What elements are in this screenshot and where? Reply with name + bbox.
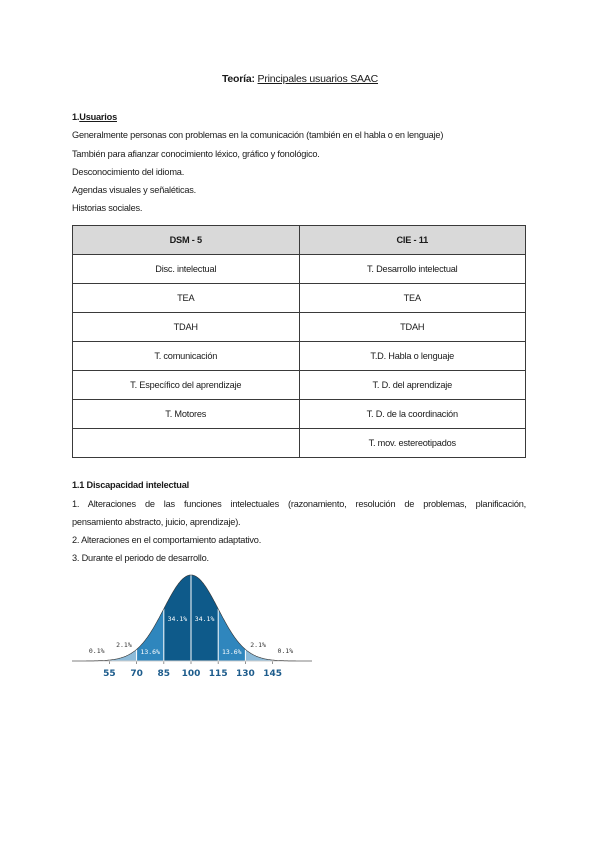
title-text: Principales usuarios SAAC xyxy=(257,73,379,85)
paragraph-line: Generalmente personas con problemas en la comunicación (también en el habla o en lenguaje) xyxy=(72,130,444,140)
percent-label: 13.6% xyxy=(140,648,160,656)
table-cell: T. D. de la coordinación xyxy=(299,400,526,429)
x-tick-label: 100 xyxy=(181,669,201,679)
paragraph-line: 2. Alteraciones en el comportamiento adaptativo. xyxy=(72,535,262,545)
table-cell: T. D. del aprendizaje xyxy=(299,371,526,400)
x-tick-label: 55 xyxy=(103,669,116,679)
table-cell: T.D. Habla o lenguaje xyxy=(299,342,526,371)
header-cie11: CIE - 11 xyxy=(299,226,526,255)
table-cell: TDAH xyxy=(299,313,526,342)
table-cell: T. Motores xyxy=(73,400,300,429)
section-heading-discapacidad: 1.1 Discapacidad intelectual xyxy=(72,480,189,490)
percent-label: 2.1% xyxy=(116,641,132,649)
table-row xyxy=(73,429,526,458)
paragraph-line: 1. Alteraciones de las funciones intelectuales (razonamiento, resolución de problemas, planificación, xyxy=(72,499,526,509)
x-tick-label: 145 xyxy=(263,669,282,679)
x-tick-label: 70 xyxy=(130,669,143,679)
table-cell: TDAH xyxy=(73,313,300,342)
percent-label: 0.1% xyxy=(88,647,105,655)
section-heading-usuarios xyxy=(72,112,117,122)
table-cell: T. comunicación xyxy=(73,342,300,371)
paragraph-line: pensamiento abstracto, juicio, aprendizaje). xyxy=(72,517,241,527)
table-row xyxy=(73,400,526,429)
paragraph-line: Agendas visuales y señaléticas. xyxy=(72,185,197,195)
percent-label: 13.6% xyxy=(222,648,242,656)
paragraph-line: También para afianzar conocimiento léxico, gráfico y fonológico. xyxy=(72,149,320,159)
table-row xyxy=(73,255,526,284)
page-title xyxy=(0,73,600,85)
header-dsm5: DSM - 5 xyxy=(73,226,300,255)
table-cell: T. mov. estereotipados xyxy=(299,429,526,458)
table-cell: T. Específico del aprendizaje xyxy=(73,371,300,400)
table-cell: Disc. intelectual xyxy=(73,255,300,284)
table-cell: TEA xyxy=(73,284,300,313)
percent-label: 0.1% xyxy=(277,647,294,655)
percent-label: 2.1% xyxy=(250,641,266,649)
percent-label: 34.1% xyxy=(167,615,188,623)
table-row xyxy=(73,371,526,400)
section-title: Usuarios xyxy=(79,112,117,122)
iq-bell-curve-chart xyxy=(72,568,312,683)
table-cell: TEA xyxy=(299,284,526,313)
table-row xyxy=(73,313,526,342)
table-row xyxy=(73,342,526,371)
x-tick-label: 130 xyxy=(236,669,255,679)
paragraph-line: 3. Durante el periodo de desarrollo. xyxy=(72,553,209,563)
comparison-table xyxy=(72,225,526,458)
table-header-row xyxy=(73,226,526,255)
title-label: Teoría: xyxy=(221,73,255,85)
table-row xyxy=(73,284,526,313)
table-cell: T. Desarrollo intelectual xyxy=(299,255,526,284)
percent-label: 34.1% xyxy=(194,615,215,623)
paragraph-line: Historias sociales. xyxy=(72,203,143,213)
section-number: 1. xyxy=(72,112,80,122)
x-tick-label: 85 xyxy=(157,669,171,679)
table-cell xyxy=(73,429,300,458)
x-tick-label: 115 xyxy=(208,669,228,679)
paragraph-line: Desconocimiento del idioma. xyxy=(72,167,185,177)
